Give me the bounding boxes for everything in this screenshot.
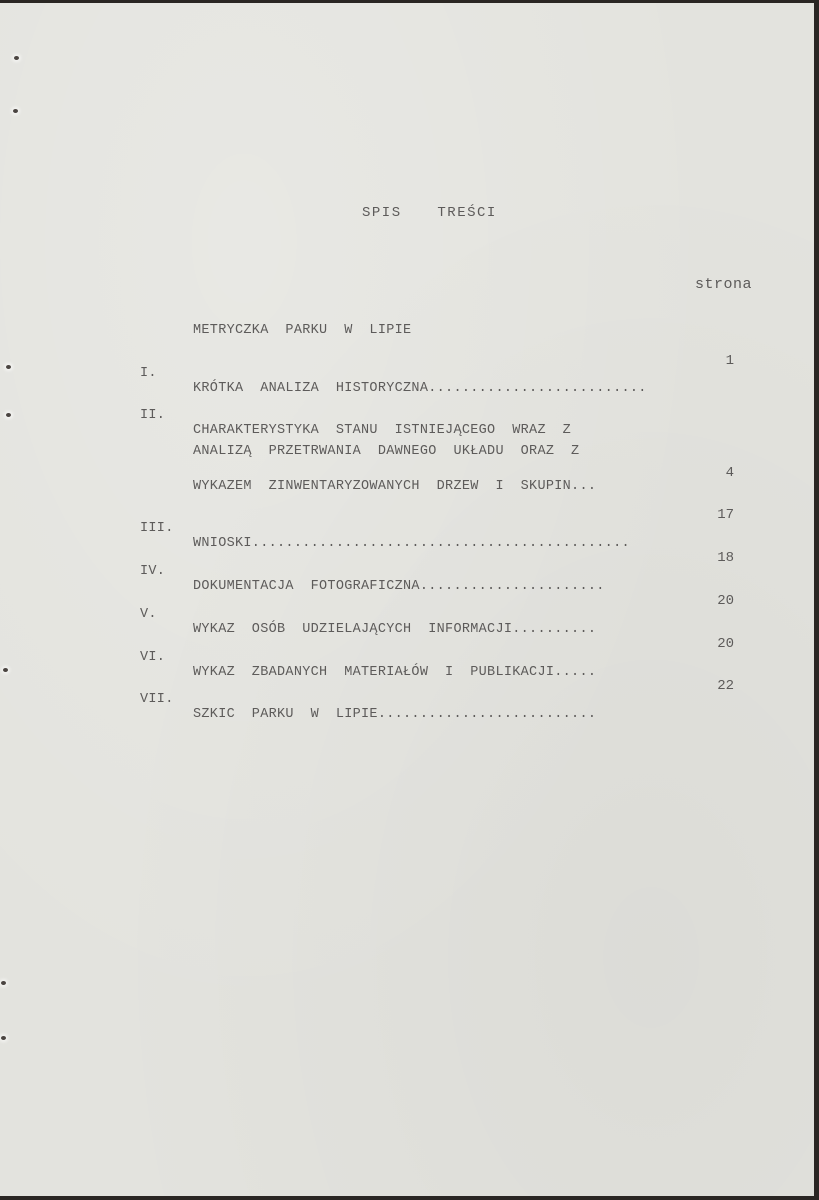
document-title: SPIS TREŚCI bbox=[362, 205, 497, 221]
toc-entry-page: 18 bbox=[717, 550, 734, 566]
toc-entry-number: VI. bbox=[140, 650, 166, 665]
toc-entry-text: SZKIC PARKU W LIPIE.......................... bbox=[193, 707, 597, 722]
toc-entry-page: 1 bbox=[725, 353, 734, 369]
toc-entry-number: I. bbox=[140, 366, 157, 381]
toc-entry-text: WYKAZ OSÓB UDZIELAJĄCYCH INFORMACJI.......... bbox=[193, 622, 597, 637]
toc-entry-page: 20 bbox=[717, 636, 734, 652]
toc-entry-text: ANALIZĄ PRZETRWANIA DAWNEGO UKŁADU ORAZ Z bbox=[193, 444, 580, 459]
toc-entry-number: IV. bbox=[140, 564, 166, 579]
toc-preface bbox=[0, 308, 412, 353]
toc-entry-page: 20 bbox=[717, 593, 734, 609]
toc-entry-number: V. bbox=[140, 607, 157, 622]
toc-entry-text: KRÓTKA ANALIZA HISTORYCZNA.......................... bbox=[193, 381, 647, 396]
punch-hole-mark bbox=[1, 981, 6, 985]
toc-entry-page: 17 bbox=[717, 507, 734, 523]
toc-entry-text: CHARAKTERYSTYKA STANU ISTNIEJĄCEGO WRAZ Z bbox=[193, 423, 572, 438]
toc-entry-number: II. bbox=[140, 408, 166, 423]
toc-entry-number: III. bbox=[140, 521, 174, 536]
document-page bbox=[0, 3, 814, 1196]
toc-entry-2-cont bbox=[0, 464, 597, 509]
toc-entry-page: 4 bbox=[725, 465, 734, 481]
toc-preface-text: METRYCZKA PARKU W LIPIE bbox=[193, 323, 412, 338]
toc-entry-text: WYKAZ ZBADANYCH MATERIAŁÓW I PUBLIKACJI..... bbox=[193, 665, 597, 680]
toc-entry-text: DOKUMENTACJA FOTOGRAFICZNA...................... bbox=[193, 579, 605, 594]
punch-hole-mark bbox=[1, 1036, 6, 1040]
toc-entry-page: 22 bbox=[717, 678, 734, 694]
toc-entry-text: WNIOSKI............................................. bbox=[193, 536, 630, 551]
punch-hole-mark bbox=[14, 56, 19, 60]
punch-hole-mark bbox=[13, 109, 18, 113]
toc-entry-number: VII. bbox=[140, 692, 174, 707]
page-column-label: strona bbox=[695, 276, 753, 293]
toc-entry-text: WYKAZEM ZINWENTARYZOWANYCH DRZEW I SKUPIN... bbox=[193, 479, 597, 494]
toc-entry-7 bbox=[0, 677, 597, 737]
